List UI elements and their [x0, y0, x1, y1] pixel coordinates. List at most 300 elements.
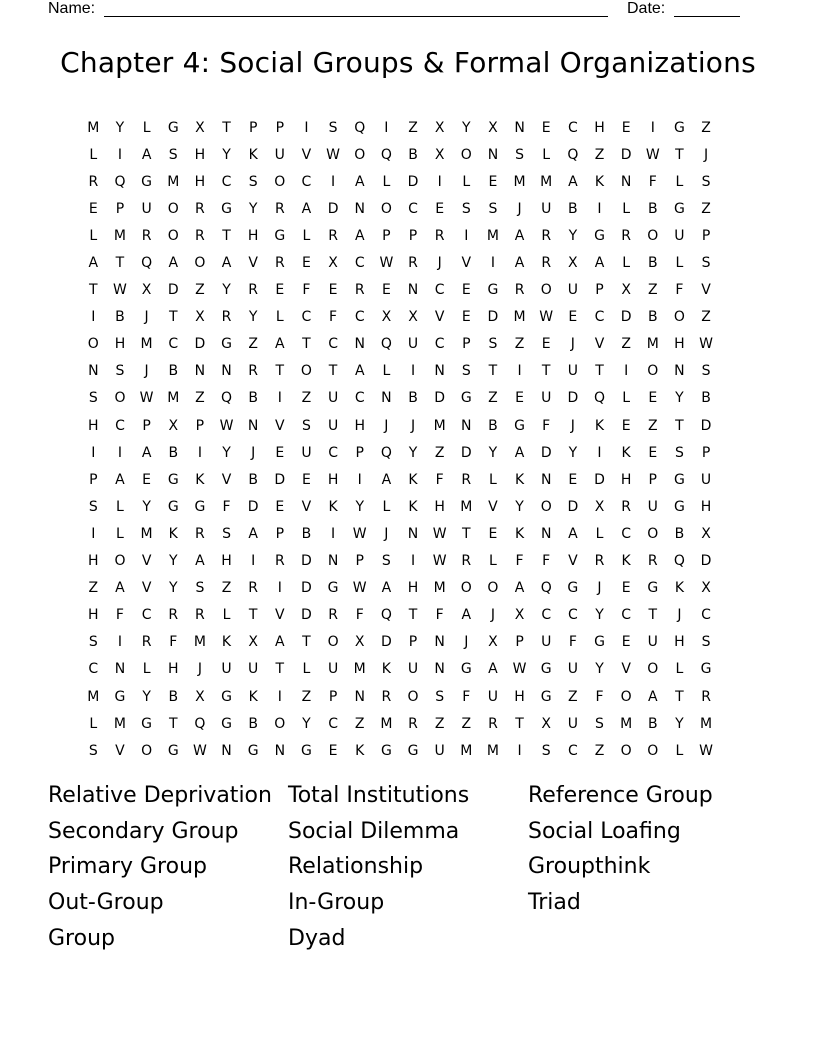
- grid-letter: I: [597, 444, 602, 461]
- grid-letter: U: [221, 661, 232, 678]
- grid-letter: N: [354, 336, 365, 353]
- grid-letter: J: [410, 417, 416, 434]
- grid-letter: Q: [380, 444, 392, 461]
- grid-letter: C: [567, 742, 578, 759]
- grid-letter: O: [460, 580, 472, 597]
- grid-letter: L: [89, 146, 98, 163]
- grid-letter: Z: [568, 688, 578, 705]
- grid-letter: R: [248, 363, 259, 380]
- grid-letter: L: [302, 661, 311, 678]
- grid-letter: S: [701, 363, 711, 380]
- grid-letter: E: [435, 200, 445, 217]
- grid-letter: I: [357, 471, 362, 488]
- grid-letter: A: [195, 553, 205, 570]
- grid-letter: S: [515, 146, 525, 163]
- grid-letter: R: [647, 553, 658, 570]
- grid-letter: M: [513, 173, 526, 190]
- grid-letter: G: [567, 580, 579, 597]
- grid-letter: F: [355, 607, 364, 624]
- grid-letter: M: [380, 715, 393, 732]
- grid-letter: S: [541, 742, 551, 759]
- grid-letter: K: [168, 525, 178, 542]
- grid-letter: V: [141, 553, 152, 570]
- grid-letter: G: [274, 227, 286, 244]
- grid-letter: Q: [593, 390, 605, 407]
- grid-letter: V: [461, 255, 472, 272]
- grid-letter: Q: [380, 336, 392, 353]
- grid-letter: L: [462, 173, 471, 190]
- grid-letter: Y: [595, 661, 604, 678]
- grid-letter: A: [115, 580, 125, 597]
- grid-letter: T: [675, 417, 684, 434]
- grid-letter: X: [195, 309, 205, 326]
- grid-letter: N: [434, 363, 445, 380]
- grid-letter: D: [327, 200, 339, 217]
- grid-letter: S: [302, 417, 311, 434]
- grid-letter: G: [380, 742, 392, 759]
- grid-letter: F: [302, 282, 311, 299]
- grid-letter: L: [382, 363, 391, 380]
- grid-letter: H: [674, 634, 685, 651]
- grid-letter: Y: [142, 688, 151, 705]
- grid-letter: O: [540, 498, 552, 515]
- grid-letter: R: [168, 607, 179, 624]
- grid-letter: A: [275, 336, 285, 353]
- grid-letter: I: [277, 688, 282, 705]
- grid-letter: D: [274, 471, 286, 488]
- grid-letter: D: [567, 390, 579, 407]
- grid-letter: M: [140, 336, 153, 353]
- grid-letter: P: [328, 688, 338, 705]
- grid-letter: Z: [408, 119, 418, 136]
- grid-letter: D: [407, 173, 419, 190]
- grid-letter: X: [594, 498, 605, 515]
- grid-letter: O: [647, 363, 659, 380]
- grid-letter: S: [381, 553, 391, 570]
- grid-letter: G: [594, 634, 605, 651]
- grid-letter: B: [647, 309, 658, 326]
- grid-letter: E: [302, 471, 311, 488]
- grid-letter: L: [89, 227, 98, 244]
- grid-letter: Y: [515, 498, 524, 515]
- grid-letter: R: [408, 255, 418, 272]
- grid-letter: I: [117, 146, 123, 163]
- grid-letter: Z: [701, 119, 711, 136]
- grid-letter: M: [486, 227, 499, 244]
- grid-letter: T: [595, 363, 604, 380]
- grid-letter: A: [354, 227, 365, 244]
- grid-letter: Y: [222, 282, 231, 299]
- grid-letter: N: [247, 417, 259, 434]
- grid-letter: M: [700, 715, 713, 732]
- grid-letter: H: [434, 498, 445, 515]
- grid-letter: G: [167, 742, 179, 759]
- grid-letter: M: [433, 417, 446, 434]
- grid-letter: W: [432, 525, 447, 542]
- grid-letter: T: [222, 119, 231, 136]
- grid-letter: F: [435, 607, 444, 624]
- name-field[interactable]: [104, 16, 608, 17]
- grid-letter: L: [622, 200, 631, 217]
- grid-letter: L: [675, 173, 684, 190]
- grid-letter: H: [407, 580, 419, 597]
- grid-letter: F: [115, 607, 124, 624]
- grid-letter: M: [87, 119, 100, 136]
- grid-letter: Y: [462, 119, 471, 136]
- grid-letter: B: [408, 146, 418, 163]
- grid-letter: P: [382, 227, 391, 244]
- grid-letter: H: [88, 553, 99, 570]
- grid-letter: C: [88, 661, 99, 678]
- word-list-item: Social Loafing: [528, 818, 681, 844]
- grid-letter: P: [275, 119, 285, 136]
- grid-letter: V: [275, 417, 285, 434]
- grid-letter: F: [435, 471, 444, 488]
- grid-letter: M: [113, 715, 126, 732]
- word-list-item: Relative Deprivation: [48, 783, 272, 808]
- grid-letter: Y: [115, 119, 125, 136]
- grid-letter: Q: [540, 580, 552, 597]
- grid-letter: T: [462, 525, 471, 542]
- grid-letter: Y: [595, 607, 604, 624]
- grid-letter: M: [140, 525, 153, 542]
- grid-letter: Q: [380, 607, 392, 624]
- grid-letter: D: [301, 553, 312, 570]
- grid-letter: U: [407, 661, 419, 678]
- grid-letter: R: [328, 227, 338, 244]
- grid-letter: V: [701, 282, 711, 299]
- grid-letter: U: [407, 336, 419, 353]
- grid-letter: A: [488, 661, 498, 678]
- grid-letter: K: [408, 471, 418, 488]
- grid-letter: A: [301, 200, 312, 217]
- grid-letter: J: [490, 607, 495, 624]
- grid-letter: H: [674, 336, 685, 353]
- grid-letter: X: [354, 634, 365, 651]
- grid-letter: T: [168, 715, 178, 732]
- grid-letter: I: [517, 742, 522, 759]
- grid-letter: O: [87, 336, 99, 353]
- grid-letter: Y: [248, 309, 258, 326]
- grid-letter: J: [144, 309, 149, 326]
- grid-letter: O: [194, 255, 206, 272]
- grid-letter: D: [380, 634, 392, 651]
- grid-letter: A: [115, 471, 125, 488]
- grid-letter: U: [567, 282, 578, 299]
- grid-letter: K: [674, 580, 684, 597]
- grid-letter: H: [88, 607, 99, 624]
- grid-letter: U: [674, 227, 685, 244]
- grid-letter: O: [460, 146, 472, 163]
- grid-letter: R: [408, 715, 418, 732]
- grid-letter: A: [275, 634, 285, 651]
- grid-letter: X: [488, 119, 498, 136]
- grid-letter: N: [407, 525, 419, 542]
- grid-letter: J: [570, 417, 575, 434]
- grid-letter: G: [141, 715, 153, 732]
- grid-letter: S: [701, 634, 711, 651]
- grid-letter: E: [381, 282, 391, 299]
- grid-letter: I: [650, 119, 655, 136]
- grid-letter: O: [407, 688, 419, 705]
- grid-letter: K: [248, 688, 258, 705]
- grid-letter: Y: [355, 498, 364, 515]
- grid-letter: E: [568, 471, 578, 488]
- word-list-item: Social Dilemma: [288, 818, 460, 844]
- grid-letter: O: [380, 200, 392, 217]
- grid-letter: E: [621, 417, 631, 434]
- grid-letter: R: [274, 553, 285, 570]
- grid-letter: W: [699, 336, 713, 353]
- grid-letter: K: [355, 742, 365, 759]
- grid-letter: K: [248, 146, 258, 163]
- grid-letter: H: [221, 553, 232, 570]
- grid-letter: N: [674, 363, 685, 380]
- grid-letter: G: [141, 173, 153, 190]
- grid-letter: A: [568, 525, 578, 542]
- word-list-item: In-Group: [288, 890, 385, 916]
- grid-letter: I: [251, 553, 256, 570]
- grid-letter: P: [515, 634, 524, 651]
- grid-letter: A: [461, 607, 472, 624]
- grid-letter: Q: [673, 553, 685, 570]
- grid-letter: A: [647, 688, 658, 705]
- grid-letter: U: [141, 200, 152, 217]
- grid-letter: S: [595, 715, 604, 732]
- grid-letter: L: [382, 173, 391, 190]
- grid-letter: J: [570, 336, 575, 353]
- grid-letter: Z: [195, 390, 205, 407]
- grid-letter: S: [674, 444, 684, 461]
- grid-letter: Y: [675, 715, 684, 732]
- grid-letter: T: [302, 634, 311, 651]
- grid-letter: L: [595, 525, 604, 542]
- grid-letter: D: [567, 498, 579, 515]
- word-list-item: Reference Group: [528, 783, 713, 808]
- grid-letter: B: [168, 444, 179, 461]
- grid-letter: E: [621, 634, 631, 651]
- grid-letter: R: [195, 525, 205, 542]
- grid-letter: Y: [302, 715, 311, 732]
- word-list-item: Groupthink: [528, 854, 651, 880]
- grid-letter: Y: [222, 444, 231, 461]
- grid-letter: H: [620, 471, 632, 488]
- grid-letter: G: [487, 282, 499, 299]
- word-list: [48, 778, 768, 956]
- grid-letter: G: [673, 200, 685, 217]
- grid-letter: N: [514, 119, 525, 136]
- grid-letter: G: [460, 661, 472, 678]
- grid-letter: J: [251, 444, 256, 461]
- grid-letter: K: [221, 634, 232, 651]
- grid-letter: O: [647, 227, 659, 244]
- grid-letter: R: [141, 634, 152, 651]
- grid-letter: P: [248, 119, 258, 136]
- grid-letter: B: [301, 525, 312, 542]
- grid-letter: G: [460, 390, 472, 407]
- grid-letter: I: [91, 309, 96, 326]
- grid-letter: X: [195, 119, 205, 136]
- grid-letter: P: [648, 471, 657, 488]
- grid-letter: O: [327, 634, 339, 651]
- grid-letter: S: [461, 200, 471, 217]
- date-label: Date:: [627, 0, 666, 17]
- grid-letter: D: [540, 444, 552, 461]
- grid-letter: R: [514, 282, 525, 299]
- grid-letter: B: [248, 390, 258, 407]
- grid-letter: J: [384, 417, 389, 434]
- grid-letter: J: [384, 525, 389, 542]
- word-list-item: Total Institutions: [288, 783, 470, 808]
- grid-letter: Y: [675, 390, 684, 407]
- grid-letter: O: [167, 227, 179, 244]
- grid-letter: Z: [434, 444, 445, 461]
- grid-letter: G: [594, 227, 605, 244]
- grid-letter: C: [354, 309, 365, 326]
- grid-letter: U: [647, 498, 658, 515]
- grid-letter: E: [488, 173, 498, 190]
- grid-letter: V: [221, 471, 232, 488]
- grid-letter: M: [113, 227, 126, 244]
- grid-letter: K: [408, 498, 418, 515]
- grid-letter: F: [542, 553, 551, 570]
- grid-letter: Z: [594, 146, 605, 163]
- grid-letter: E: [142, 471, 152, 488]
- grid-letter: F: [675, 282, 684, 299]
- grid-letter: Z: [514, 336, 525, 353]
- grid-letter: U: [541, 390, 552, 407]
- grid-letter: Q: [567, 146, 579, 163]
- grid-letter: Y: [248, 200, 258, 217]
- grid-letter: U: [567, 363, 578, 380]
- grid-letter: K: [328, 498, 338, 515]
- grid-letter: T: [89, 282, 98, 299]
- grid-letter: U: [327, 390, 339, 407]
- grid-letter: W: [192, 742, 207, 759]
- grid-letter: L: [622, 255, 631, 272]
- grid-letter: G: [301, 742, 312, 759]
- grid-letter: N: [434, 634, 445, 651]
- grid-letter: A: [381, 471, 392, 488]
- grid-letter: W: [699, 742, 713, 759]
- grid-letter: I: [304, 119, 309, 136]
- grid-letter: A: [514, 580, 525, 597]
- grid-letter: S: [88, 742, 98, 759]
- grid-letter: C: [141, 607, 152, 624]
- grid-letter: X: [381, 309, 392, 326]
- grid-letter: E: [302, 255, 311, 272]
- grid-letter: Y: [168, 580, 178, 597]
- grid-letter: Y: [408, 444, 418, 461]
- grid-letter: T: [222, 227, 231, 244]
- grid-letter: T: [328, 363, 338, 380]
- grid-letter: D: [434, 390, 446, 407]
- grid-letter: X: [541, 715, 551, 732]
- date-field[interactable]: [674, 16, 740, 17]
- grid-letter: P: [355, 553, 364, 570]
- grid-letter: A: [354, 173, 365, 190]
- grid-letter: R: [541, 255, 552, 272]
- grid-letter: Z: [434, 715, 445, 732]
- grid-letter: W: [113, 282, 127, 299]
- grid-letter: Z: [301, 688, 312, 705]
- grid-letter: F: [169, 634, 178, 651]
- grid-letter: V: [568, 553, 578, 570]
- grid-letter: E: [541, 119, 551, 136]
- grid-letter: M: [620, 715, 633, 732]
- grid-letter: M: [167, 390, 180, 407]
- grid-letter: F: [595, 688, 604, 705]
- grid-letter: V: [594, 336, 605, 353]
- grid-letter: J: [677, 607, 682, 624]
- grid-letter: W: [379, 255, 394, 272]
- grid-letter: I: [464, 227, 469, 244]
- grid-letter: I: [277, 580, 282, 597]
- grid-letter: P: [355, 444, 364, 461]
- grid-letter: T: [302, 336, 311, 353]
- grid-letter: I: [384, 119, 389, 136]
- grid-letter: T: [648, 607, 658, 624]
- grid-letter: P: [408, 634, 418, 651]
- grid-letter: C: [594, 309, 605, 326]
- grid-letter: R: [195, 227, 205, 244]
- grid-letter: S: [435, 688, 445, 705]
- grid-letter: R: [274, 200, 285, 217]
- header: [48, 0, 743, 20]
- grid-letter: C: [354, 390, 365, 407]
- grid-letter: V: [301, 498, 312, 515]
- grid-letter: G: [673, 119, 685, 136]
- grid-letter: V: [141, 580, 152, 597]
- grid-letter: U: [700, 471, 712, 488]
- grid-letter: H: [594, 119, 605, 136]
- grid-letter: Q: [194, 715, 206, 732]
- grid-letter: K: [514, 525, 525, 542]
- grid-letter: P: [701, 444, 711, 461]
- grid-letter: A: [88, 255, 99, 272]
- grid-letter: L: [275, 309, 284, 326]
- grid-letter: R: [621, 498, 631, 515]
- grid-letter: H: [354, 417, 365, 434]
- grid-letter: U: [647, 634, 658, 651]
- grid-letter: I: [91, 444, 96, 461]
- grid-letter: O: [647, 742, 659, 759]
- grid-letter: P: [701, 227, 711, 244]
- grid-letter: O: [141, 742, 153, 759]
- grid-letter: L: [116, 525, 124, 542]
- grid-letter: D: [247, 498, 259, 515]
- grid-letter: L: [675, 742, 684, 759]
- grid-letter: S: [195, 580, 205, 597]
- grid-letter: C: [408, 200, 418, 217]
- grid-letter: F: [329, 309, 338, 326]
- grid-letter: H: [88, 417, 99, 434]
- grid-letter: U: [327, 661, 339, 678]
- grid-letter: B: [115, 309, 125, 326]
- word-list-item: Relationship: [288, 854, 424, 880]
- grid-letter: Z: [195, 282, 205, 299]
- grid-letter: E: [275, 498, 285, 515]
- grid-letter: J: [597, 580, 602, 597]
- grid-letter: E: [275, 444, 285, 461]
- grid-letter: H: [700, 498, 712, 515]
- grid-letter: V: [434, 309, 445, 326]
- grid-letter: Z: [701, 309, 711, 326]
- grid-letter: M: [167, 173, 180, 190]
- grid-letter: C: [354, 255, 365, 272]
- grid-letter: L: [382, 498, 391, 515]
- grid-letter: O: [647, 525, 659, 542]
